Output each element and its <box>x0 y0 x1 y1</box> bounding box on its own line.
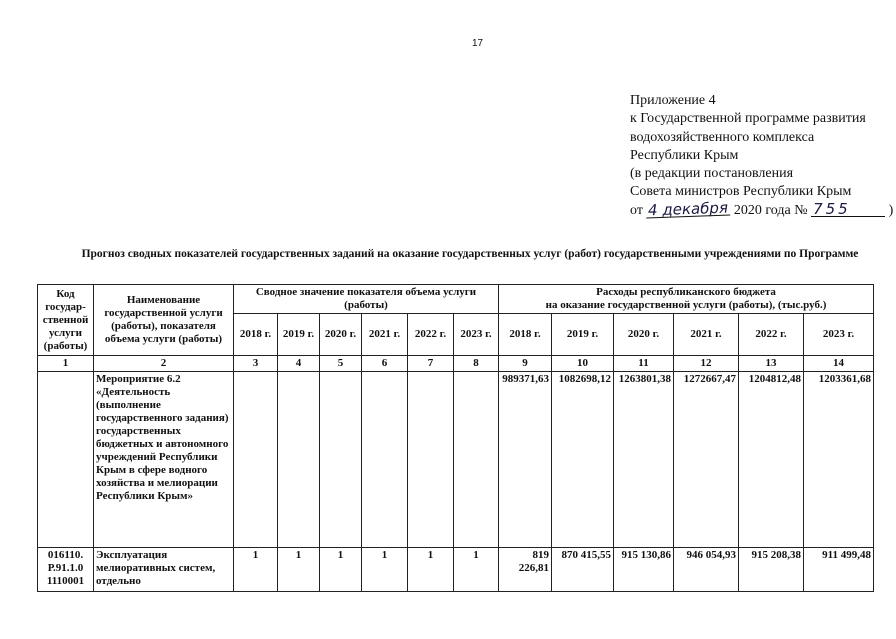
row-code <box>38 372 94 548</box>
header-volume-group: Сводное значение показателя объема услуги (работы) <box>234 285 499 314</box>
appendix-line: водохозяйственного комплекса <box>630 129 815 145</box>
row-expense: 870 415,55 <box>552 548 614 592</box>
header-year: 2018 г. <box>499 314 552 356</box>
header-year: 2022 г. <box>408 314 454 356</box>
column-number: 5 <box>320 356 362 372</box>
row-volume <box>362 372 408 548</box>
appendix-block <box>630 92 892 220</box>
appendix-line: (в редакции постановления <box>630 166 794 182</box>
row-expense: 1263801,38 <box>614 372 674 548</box>
row-expense: 946 054,93 <box>674 548 739 592</box>
page-number: 17 <box>472 38 484 49</box>
header-year: 2021 г. <box>362 314 408 356</box>
forecast-table <box>37 284 874 592</box>
date-suffix: 2020 года № <box>733 202 808 218</box>
header-year: 2020 г. <box>614 314 674 356</box>
row-volume: 1 <box>320 548 362 592</box>
header-year: 2019 г. <box>278 314 320 356</box>
column-number: 1 <box>38 356 94 372</box>
header-year: 2023 г. <box>454 314 499 356</box>
column-number: 12 <box>674 356 739 372</box>
row-code: 016110. Р.91.1.0 1110001 <box>38 548 94 592</box>
column-number: 2 <box>94 356 234 372</box>
appendix-line: Приложение 4 <box>630 93 716 108</box>
closing-paren: ) <box>888 202 894 218</box>
appendix-line: Республики Крым <box>630 147 739 163</box>
header-name: Наименование государственной услуги (работы), показателя объема услуги (работы) <box>94 285 234 356</box>
row-volume <box>278 372 320 548</box>
row-volume: 1 <box>362 548 408 592</box>
row-volume <box>454 372 499 548</box>
row-name: Эксплуатация мелиоративных систем, отдельно <box>94 548 234 592</box>
appendix-line: к Государственной программе развития <box>630 111 866 127</box>
row-expense: 915 208,38 <box>739 548 804 592</box>
row-expense: 1082698,12 <box>552 372 614 548</box>
handwritten-date: 4 декабря <box>648 198 729 220</box>
header-expense-line: на оказание государственной услуги (работы), (тыс.руб.) <box>545 299 827 311</box>
column-number: 4 <box>278 356 320 372</box>
header-year: 2021 г. <box>674 314 739 356</box>
column-number: 9 <box>499 356 552 372</box>
column-number: 10 <box>552 356 614 372</box>
column-number: 13 <box>739 356 804 372</box>
column-number: 8 <box>454 356 499 372</box>
document-title: Прогноз сводных показателей государственных заданий на оказание государственных услуг (работ) государственными учреждениями по Программе <box>81 248 859 260</box>
column-number-row <box>38 356 874 372</box>
header-year: 2018 г. <box>234 314 278 356</box>
row-expense: 1203361,68 <box>804 372 874 548</box>
row-volume <box>320 372 362 548</box>
row-volume: 1 <box>278 548 320 592</box>
table-row <box>38 372 874 548</box>
header-expense-group <box>499 285 874 314</box>
appendix-date-line <box>630 198 894 220</box>
table-row <box>38 548 874 592</box>
column-number: 7 <box>408 356 454 372</box>
header-code: Код государ-ственной услуги (работы) <box>38 285 94 356</box>
column-number: 6 <box>362 356 408 372</box>
header-year: 2023 г. <box>804 314 874 356</box>
header-expense-line: Расходы республиканского бюджета <box>596 286 776 298</box>
row-expense: 915 130,86 <box>614 548 674 592</box>
header-year: 2022 г. <box>739 314 804 356</box>
row-expense: 819 226,81 <box>499 548 552 592</box>
row-volume: 1 <box>408 548 454 592</box>
row-volume: 1 <box>454 548 499 592</box>
column-number: 11 <box>614 356 674 372</box>
row-expense: 1272667,47 <box>674 372 739 548</box>
appendix-line: Совета министров Республики Крым <box>630 184 852 200</box>
date-prefix: от <box>630 202 643 218</box>
row-expense: 989371,63 <box>499 372 552 548</box>
header-row <box>38 285 874 314</box>
row-volume <box>234 372 278 548</box>
row-name: Мероприятие 6.2 «Деятельность (выполнение государственного задания) государственных бюджетных и автономного учреждений Республики Крым в сфере водного хозяйства и мелиорации Республики Крым» <box>94 372 234 548</box>
header-year: 2019 г. <box>552 314 614 356</box>
row-expense: 1204812,48 <box>739 372 804 548</box>
row-volume: 1 <box>234 548 278 592</box>
handwritten-number: 755 <box>811 202 885 217</box>
row-expense: 911 499,48 <box>804 548 874 592</box>
column-number: 3 <box>234 356 278 372</box>
header-year: 2020 г. <box>320 314 362 356</box>
column-number: 14 <box>804 356 874 372</box>
row-volume <box>408 372 454 548</box>
